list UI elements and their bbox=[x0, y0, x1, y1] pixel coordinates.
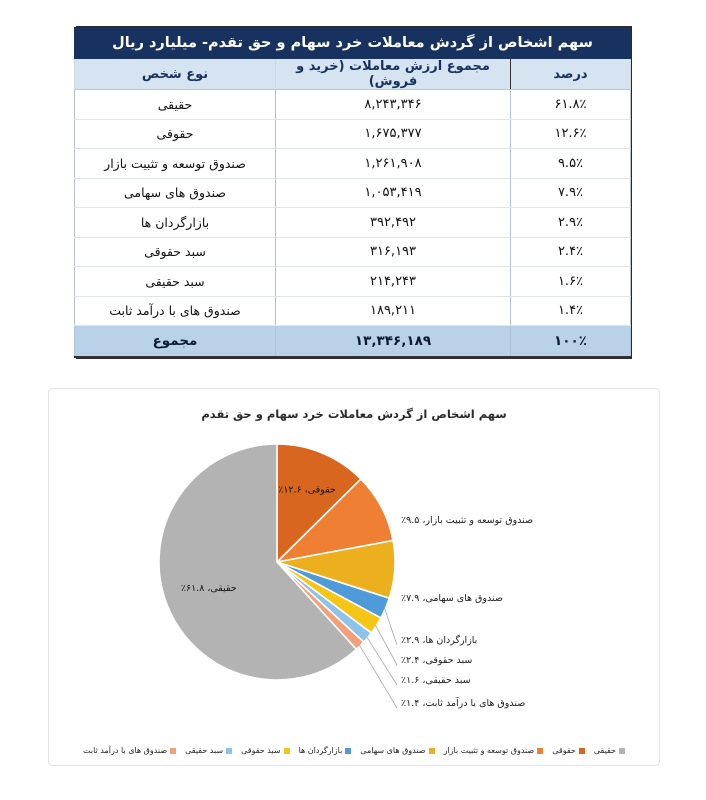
table-row bbox=[75, 178, 631, 208]
cell-percent: ۷.۹٪ bbox=[511, 178, 631, 208]
table-column-header-row bbox=[75, 59, 631, 90]
pie-callout-label: سبد حقوقی، ۲.۴٪ bbox=[401, 655, 473, 666]
column-header-percent: درصد bbox=[511, 59, 631, 90]
legend-label: صندوق توسعه و تثبیت بازار bbox=[443, 746, 535, 755]
pie-slice-group bbox=[159, 444, 395, 680]
legend-item[interactable] bbox=[185, 747, 232, 755]
table-total-row bbox=[75, 326, 631, 358]
cell-name: صندوق های با درآمد ثابت bbox=[75, 296, 276, 326]
column-header-value: مجموع ارزش معاملات (خرید و فروش) bbox=[276, 59, 511, 90]
cell-value: ۳۹۲,۴۹۲ bbox=[276, 208, 511, 238]
table-row bbox=[75, 267, 631, 297]
table-row bbox=[75, 296, 631, 326]
table-title: سهم اشخاص از گردش معاملات خرد سهام و حق تقدم- میلیارد ریال bbox=[75, 28, 631, 59]
pie-slice-label: حقوقی، ۱۲.۶٪ bbox=[278, 484, 336, 496]
pie-callout-label: سبد حقیقی، ۱.۶٪ bbox=[401, 675, 471, 686]
legend-swatch-icon bbox=[579, 748, 585, 754]
legend-item[interactable] bbox=[241, 747, 289, 755]
legend-item[interactable] bbox=[299, 747, 352, 755]
cell-value: ۱,۶۷۵,۳۷۷ bbox=[276, 119, 511, 149]
cell-value: ۸,۲۴۳,۳۴۶ bbox=[276, 90, 511, 120]
cell-value: ۲۱۴,۲۴۳ bbox=[276, 267, 511, 297]
cell-name: حقوقی bbox=[75, 119, 276, 149]
legend-label: صندوق های سهامی bbox=[360, 746, 426, 755]
cell-value: ۱,۰۵۳,۴۱۹ bbox=[276, 178, 511, 208]
legend-item[interactable] bbox=[552, 747, 585, 755]
legend-item[interactable] bbox=[360, 747, 434, 755]
table-title-row bbox=[75, 28, 631, 59]
legend-item[interactable] bbox=[444, 747, 544, 755]
table-frame bbox=[76, 26, 632, 359]
pie-slice-label: حقیقی، ۶۱.۸٪ bbox=[180, 582, 237, 594]
cell-percent: ۲.۹٪ bbox=[511, 208, 631, 238]
pie-chart-area bbox=[49, 389, 661, 729]
cell-name: صندوق توسعه و تثبیت بازار bbox=[75, 149, 276, 179]
table-row bbox=[75, 90, 631, 120]
pie-chart-svg bbox=[49, 389, 661, 729]
cell-name: سبد حقوقی bbox=[75, 237, 276, 267]
pie-callout-label: صندوق های سهامی، ۷.۹٪ bbox=[401, 593, 503, 604]
callout-leader-line bbox=[384, 608, 397, 645]
legend-swatch-icon bbox=[429, 748, 435, 754]
legend-swatch-icon bbox=[345, 748, 351, 754]
share-of-trading-table bbox=[74, 27, 631, 358]
cell-value: ۱,۲۶۱,۹۰۸ bbox=[276, 149, 511, 179]
legend-swatch-icon bbox=[537, 748, 543, 754]
legend-swatch-icon bbox=[170, 748, 176, 754]
cell-name: صندوق های سهامی bbox=[75, 178, 276, 208]
cell-name: حقیقی bbox=[75, 90, 276, 120]
cell-name: بازارگردان ها bbox=[75, 208, 276, 238]
cell-percent: ۱.۶٪ bbox=[511, 267, 631, 297]
legend-label: حقیقی bbox=[593, 746, 616, 755]
pie-callout-label: صندوق های با درآمد ثابت، ۱.۴٪ bbox=[401, 698, 526, 709]
total-label: مجموع bbox=[75, 326, 276, 358]
cell-percent: ۱.۴٪ bbox=[511, 296, 631, 326]
cell-percent: ۲.۴٪ bbox=[511, 237, 631, 267]
callout-leader-line bbox=[375, 625, 397, 665]
cell-value: ۱۸۹,۲۱۱ bbox=[276, 296, 511, 326]
table-body bbox=[75, 90, 631, 358]
legend-swatch-icon bbox=[226, 748, 232, 754]
callout-leader-line bbox=[367, 637, 397, 685]
chart-legend bbox=[49, 747, 659, 755]
cell-value: ۳۱۶,۱۹۳ bbox=[276, 237, 511, 267]
legend-label: صندوق های با درآمد ثابت bbox=[83, 746, 168, 755]
cell-percent: ۱۲.۶٪ bbox=[511, 119, 631, 149]
legend-swatch-icon bbox=[619, 748, 625, 754]
cell-percent: ۶۱.۸٪ bbox=[511, 90, 631, 120]
legend-item[interactable] bbox=[594, 747, 625, 755]
table-head bbox=[75, 28, 631, 90]
legend-swatch-icon bbox=[284, 748, 290, 754]
table-row bbox=[75, 119, 631, 149]
total-value: ۱۳,۳۴۶,۱۸۹ bbox=[276, 326, 511, 358]
chart-title: سهم اشخاص از گردش معاملات خرد سهام و حق تقدم bbox=[201, 407, 507, 421]
pie-chart-card bbox=[48, 388, 660, 766]
column-header-name: نوع شخص bbox=[75, 59, 276, 90]
table-row bbox=[75, 237, 631, 267]
legend-item[interactable] bbox=[83, 747, 176, 755]
share-of-trading-table-container bbox=[76, 26, 632, 359]
cell-name: سبد حقیقی bbox=[75, 267, 276, 297]
legend-label: حقوقی bbox=[552, 746, 576, 755]
legend-label: سبد حقیقی bbox=[185, 746, 224, 755]
cell-percent: ۹.۵٪ bbox=[511, 149, 631, 179]
legend-label: بازارگردان ها bbox=[298, 746, 343, 755]
table-row bbox=[75, 149, 631, 179]
table-row bbox=[75, 208, 631, 238]
legend-label: سبد حقوقی bbox=[241, 746, 281, 755]
pie-callout-label: بازارگردان ها، ۲.۹٪ bbox=[401, 635, 478, 646]
total-percent: ۱۰۰٪ bbox=[511, 326, 631, 358]
pie-callout-label: صندوق توسعه و تثبیت بازار، ۹.۵٪ bbox=[401, 515, 534, 526]
